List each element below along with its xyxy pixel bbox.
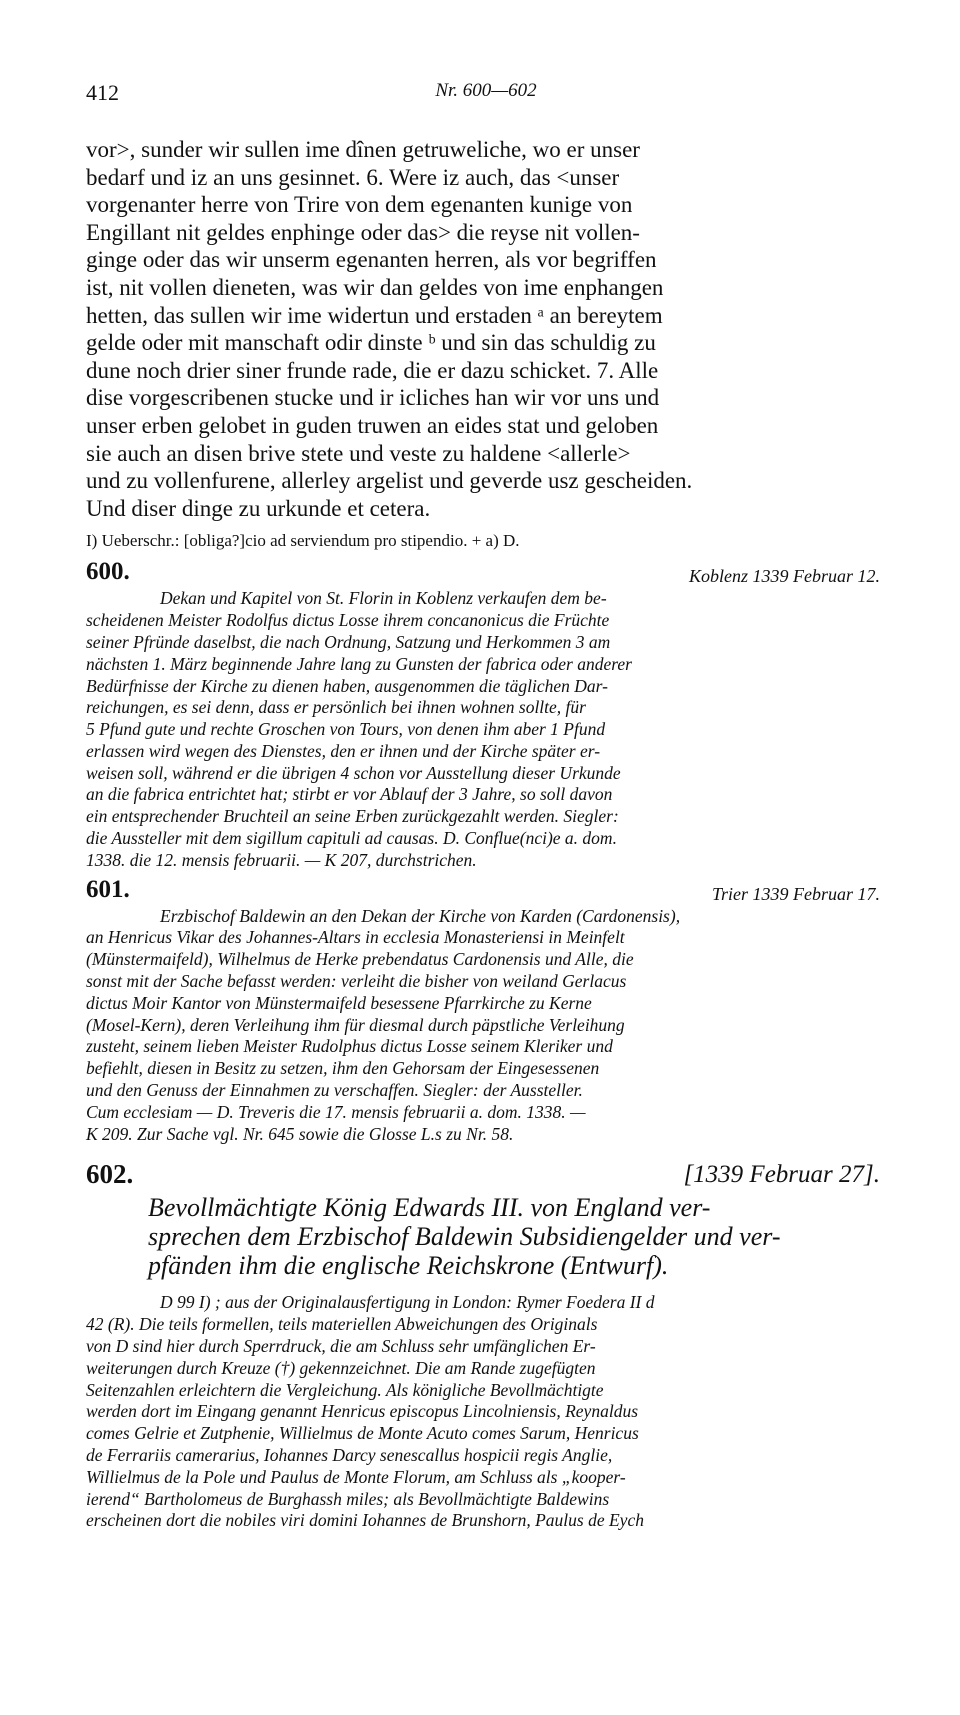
entry-heading bbox=[86, 558, 886, 588]
entry-range: Nr. 600—602 bbox=[435, 80, 537, 101]
regest-line: an Henricus Vikar des Johannes-Altars in ecclesia Monasteriensi in Meinfelt bbox=[86, 927, 625, 948]
entry-number: 601. bbox=[86, 875, 130, 903]
regest-line: Bedürfnisse der Kirche zu dienen haben, ausgenommen die täglichen Dar- bbox=[86, 675, 608, 696]
entry-601 bbox=[86, 876, 886, 1146]
regest-line: und den Genuss der Einnahmen zu verschaffen. Siegler: der Aussteller. bbox=[86, 1080, 583, 1101]
regest-line: reichungen, es sei denn, dass er persönlich bei ihnen wohnen sollte, für bbox=[86, 697, 586, 718]
source-line: 42 (R). Die teils formellen, teils materiellen Abweichungen des Originals bbox=[86, 1314, 598, 1335]
regest-line: (Mosel-Kern), deren Verleihung ihm für diesmal durch päpstliche Verleihung bbox=[86, 1014, 625, 1035]
regest-line: scheidenen Meister Rodolfus dictus Losse ihrem concanonicus die Früchte bbox=[86, 610, 610, 631]
text-line: und zu vollenfurene, allerley argelist und geverde usz gescheiden. bbox=[86, 468, 693, 494]
text-line: ist, nit vollen dieneten, was wir dan geldes von ime enphangen bbox=[86, 274, 664, 300]
text-line: Engillant nit geldes enphinge oder das> die reyse nit vollen- bbox=[86, 219, 640, 245]
entry-number: 600. bbox=[86, 558, 130, 586]
regest-line: sonst mit der Sache befasst werden: verleiht die bisher von weiland Gerlacus bbox=[86, 971, 627, 992]
regest-line: Cum ecclesiam — D. Treveris die 17. mensis februarii a. dom. 1338. — bbox=[86, 1101, 586, 1122]
entry-regest bbox=[86, 906, 886, 1146]
entry-regest bbox=[86, 588, 886, 871]
entry-date: [1339 Februar 27]. bbox=[683, 1161, 880, 1189]
regest-line: befiehlt, diesen in Besitz zu setzen, ihm den Gehorsam der Eingesessenen bbox=[86, 1058, 600, 1079]
text-line: dise vorgescribenen stucke und ir icliches han wir vor uns und bbox=[86, 385, 660, 411]
entry-600 bbox=[86, 558, 886, 871]
entry-title bbox=[86, 1193, 886, 1280]
text-line: sie auch an disen brive stete und veste zu haldene <allerle> bbox=[86, 440, 631, 466]
entry-602 bbox=[86, 1159, 886, 1532]
source-note bbox=[86, 1292, 886, 1532]
regest-line: an die fabrica entrichtet hat; stirbt er vor Ablauf der 3 Jahre, so soll davon bbox=[86, 784, 613, 805]
regest-line: nächsten 1. März beginnende Jahre lang zu Gunsten der fabrica oder anderer bbox=[86, 653, 632, 674]
source-line: D 99 I) ; aus der Originalausfertigung in London: Rymer Foedera II d bbox=[160, 1292, 655, 1313]
regest-line: ein entsprechender Bruchteil an seine Erben zurückgezahlt werden. Siegler: bbox=[86, 806, 619, 827]
source-line: de Ferrariis camerarius, Iohannes Darcy senescallus hospicii regis Anglie, bbox=[86, 1445, 613, 1466]
text-line: Und diser dinge zu urkunde et cetera. bbox=[86, 495, 431, 521]
regest-line: erlassen wird wegen des Dienstes, den er ihnen und der Kirche später er- bbox=[86, 740, 601, 761]
source-line: comes Gelrie et Zutphenie, Willielmus de Monte Acuto comes Sarum, Henricus bbox=[86, 1423, 639, 1444]
page bbox=[86, 70, 886, 1532]
running-header bbox=[86, 70, 886, 110]
text-line: ginge oder das wir unserm egenanten herren, als vor begriffen bbox=[86, 247, 657, 273]
source-line: von D sind hier durch Sperrdruck, die am Schluss sehr umfänglichen Er- bbox=[86, 1336, 596, 1357]
title-line: pfänden ihm die englische Reichskrone (Entwurf). bbox=[148, 1251, 669, 1281]
regest-line: zusteht, seinem lieben Meister Rudolphus dictus Losse seinem Kleriker und bbox=[86, 1036, 613, 1057]
entry-heading bbox=[86, 876, 886, 906]
regest-line: Erzbischof Baldewin an den Dekan der Kirche von Karden (Cardonensis), bbox=[160, 905, 681, 926]
source-line: werden dort im Eingang genannt Henricus episcopus Lincolniensis, Reynaldus bbox=[86, 1401, 639, 1422]
regest-line: 1338. die 12. mensis februarii. — K 207, durchstrichen. bbox=[86, 849, 477, 870]
regest-line: dictus Moir Kantor von Münstermaifeld besessene Pfarrkirche zu Kerne bbox=[86, 992, 592, 1013]
text-line: hetten, das sullen wir ime widertun und erstaden ᵃ an bereytem bbox=[86, 302, 663, 328]
text-line: gelde oder mit manschaft odir dinste ᵇ und sin das schuldig zu bbox=[86, 330, 656, 356]
text-line: vor>, sunder wir sullen ime dînen getruweliche, wo er unser bbox=[86, 137, 640, 162]
entry-date: Trier 1339 Februar 17. bbox=[711, 883, 880, 904]
regest-line: 5 Pfund gute und rechte Groschen von Tours, von denen ihm aber 1 Pfund bbox=[86, 719, 606, 740]
text-line: dune noch drier siner frunde rade, die er dazu schicket. 7. Alle bbox=[86, 357, 659, 383]
text-line: vorgenanter herre von Trire von dem egenanten kunige von bbox=[86, 192, 633, 218]
title-line: Bevollmächtigte König Edwards III. von England ver- bbox=[148, 1193, 711, 1223]
entry-date: Koblenz 1339 Februar 12. bbox=[689, 566, 880, 587]
regest-line: die Aussteller mit dem sigillum capituli ad causas. D. Conflue(nci)e a. dom. bbox=[86, 828, 617, 849]
footnote: I) Ueberschr.: [obliga?]cio ad serviendum pro stipendio. + a) D. bbox=[86, 531, 520, 551]
regest-line: K 209. Zur Sache vgl. Nr. 645 sowie die Glosse L.s zu Nr. 58. bbox=[86, 1123, 514, 1144]
regest-line: (Münstermaifeld), Wilhelmus de Herke prebendatus Cardonensis und Alle, die bbox=[86, 949, 634, 970]
source-line: erscheinen dort die nobiles viri domini Iohannes de Brunshorn, Paulus de Eych bbox=[86, 1510, 644, 1531]
source-line: Willielmus de la Pole und Paulus de Monte Florum, am Schluss als „kooper- bbox=[86, 1466, 626, 1487]
page-number: 412 bbox=[86, 80, 119, 105]
source-line: Seitenzahlen erleichtern die Vergleichung. Als königliche Bevollmächtigte bbox=[86, 1379, 604, 1400]
entry-heading bbox=[86, 1159, 886, 1189]
source-line: weiterungen durch Kreuze (†) gekennzeichnet. Die am Rande zugefügten bbox=[86, 1357, 596, 1378]
text-line: unser erben gelobet in guden truwen an eides stat und geloben bbox=[86, 412, 659, 438]
title-line: sprechen dem Erzbischof Baldewin Subsidiengelder und ver- bbox=[148, 1222, 781, 1252]
text-line: bedarf und iz an uns gesinnet. 6. Were iz auch, das <unser bbox=[86, 164, 620, 190]
regest-line: weisen soll, während er die übrigen 4 schon vor Ausstellung dieser Urkunde bbox=[86, 762, 621, 783]
entry-number: 602. bbox=[86, 1159, 134, 1190]
regest-line: seiner Pfründe daselbst, die nach Ordnung, Satzung und Herkommen 3 am bbox=[86, 631, 611, 652]
regest-line: Dekan und Kapitel von St. Florin in Koblenz verkaufen dem be- bbox=[160, 588, 607, 609]
main-text bbox=[86, 136, 886, 522]
source-line: ierend“ Bartholomeus de Burghassh miles; als Bevollmächtigte Baldewins bbox=[86, 1488, 610, 1509]
